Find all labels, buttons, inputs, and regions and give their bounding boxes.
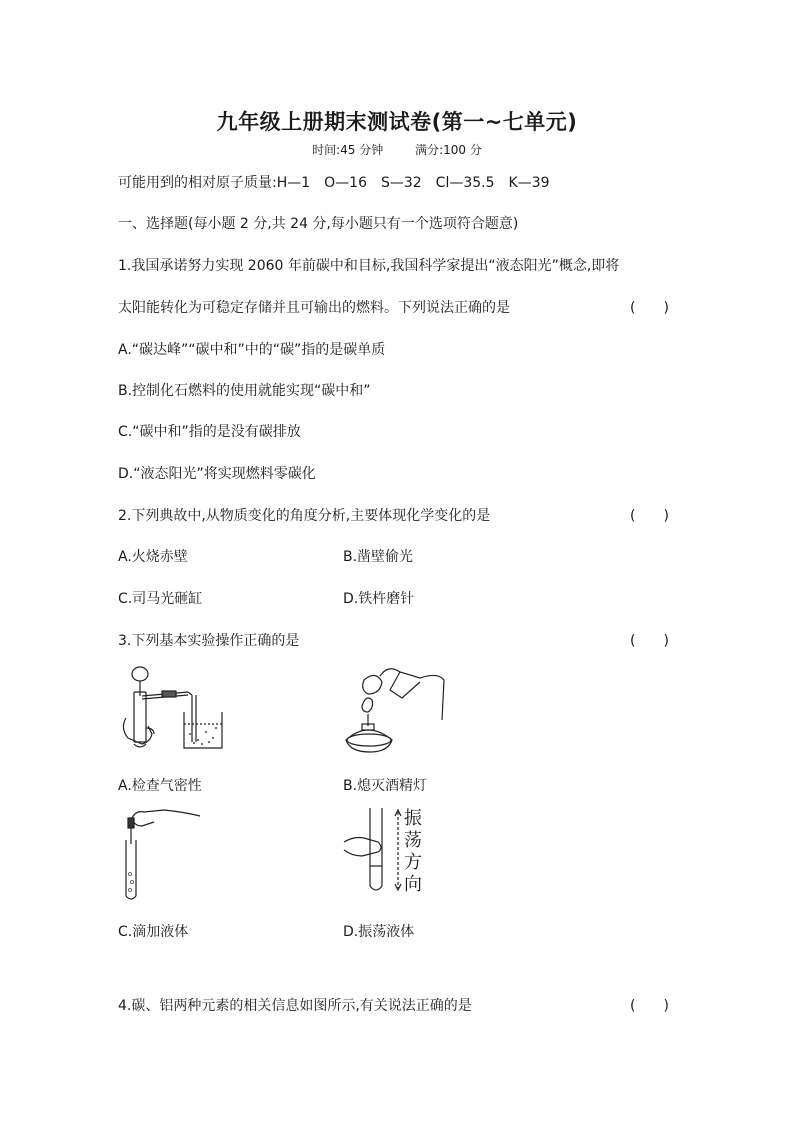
q3-answer-blank: ( ) bbox=[630, 633, 669, 649]
q1-option-d: D.“液态阳光”将实现燃料零碳化 bbox=[118, 466, 316, 482]
shaking-label-char: 方 bbox=[404, 852, 422, 873]
exam-time: 时间:45 分钟 bbox=[312, 143, 384, 157]
q2-stem: 2.下列典故中,从物质变化的角度分析,主要体现化学变化的是 bbox=[118, 508, 491, 524]
figure-airtightness-check bbox=[118, 662, 228, 760]
q3-option-d: D.振荡液体 bbox=[343, 924, 415, 940]
q1-stem-line1: 1.我国承诺努力实现 2060 年前碳中和目标,我国科学家提出“液态阳光”概念,即将 bbox=[118, 258, 620, 274]
q1-stem-line2: 太阳能转化为可稳定存储并且可输出的燃料。下列说法正确的是 bbox=[118, 300, 510, 316]
q2-option-a: A.火烧赤壁 bbox=[118, 549, 188, 565]
q1-option-c: C.“碳中和”指的是没有碳排放 bbox=[118, 424, 301, 440]
q3-option-c: C.滴加液体 bbox=[118, 924, 189, 940]
q1-option-b: B.控制化石燃料的使用就能实现“碳中和” bbox=[118, 383, 371, 399]
figure-alcohol-lamp bbox=[340, 666, 450, 762]
q3-stem: 3.下列基本实验操作正确的是 bbox=[118, 633, 300, 649]
q4-stem: 4.碳、铝两种元素的相关信息如图所示,有关说法正确的是 bbox=[118, 998, 472, 1014]
q2-option-b: B.凿壁偷光 bbox=[343, 549, 414, 565]
q2-option-d: D.铁杵磨针 bbox=[343, 591, 415, 607]
shaking-label-char: 向 bbox=[404, 874, 422, 895]
section-heading: 一、选择题(每小题 2 分,共 24 分,每小题只有一个选项符合题意) bbox=[118, 216, 519, 232]
shaking-direction-label bbox=[404, 808, 426, 896]
q1-answer-blank: ( ) bbox=[630, 300, 669, 316]
exam-info bbox=[0, 141, 794, 158]
q2-answer-blank: ( ) bbox=[630, 508, 669, 524]
shaking-label-char: 振 bbox=[404, 808, 422, 829]
q2-option-c: C.司马光砸缸 bbox=[118, 591, 203, 607]
q3-option-b: B.熄灭酒精灯 bbox=[343, 778, 428, 794]
page-title: 九年级上册期末测试卷(第一~七单元) bbox=[216, 110, 578, 134]
q4-answer-blank: ( ) bbox=[630, 998, 669, 1014]
figure-shaking-liquid bbox=[340, 806, 400, 898]
figure-dropping-liquid bbox=[118, 804, 208, 912]
atomic-masses: 可能用到的相对原子质量:H—1 O—16 S—32 Cl—35.5 K—39 bbox=[118, 175, 550, 191]
q1-option-a: A.“碳达峰”“碳中和”中的“碳”指的是碳单质 bbox=[118, 342, 386, 358]
exam-score: 满分:100 分 bbox=[415, 143, 482, 157]
shaking-label-char: 荡 bbox=[404, 830, 422, 851]
q3-option-a: A.检查气密性 bbox=[118, 778, 202, 794]
